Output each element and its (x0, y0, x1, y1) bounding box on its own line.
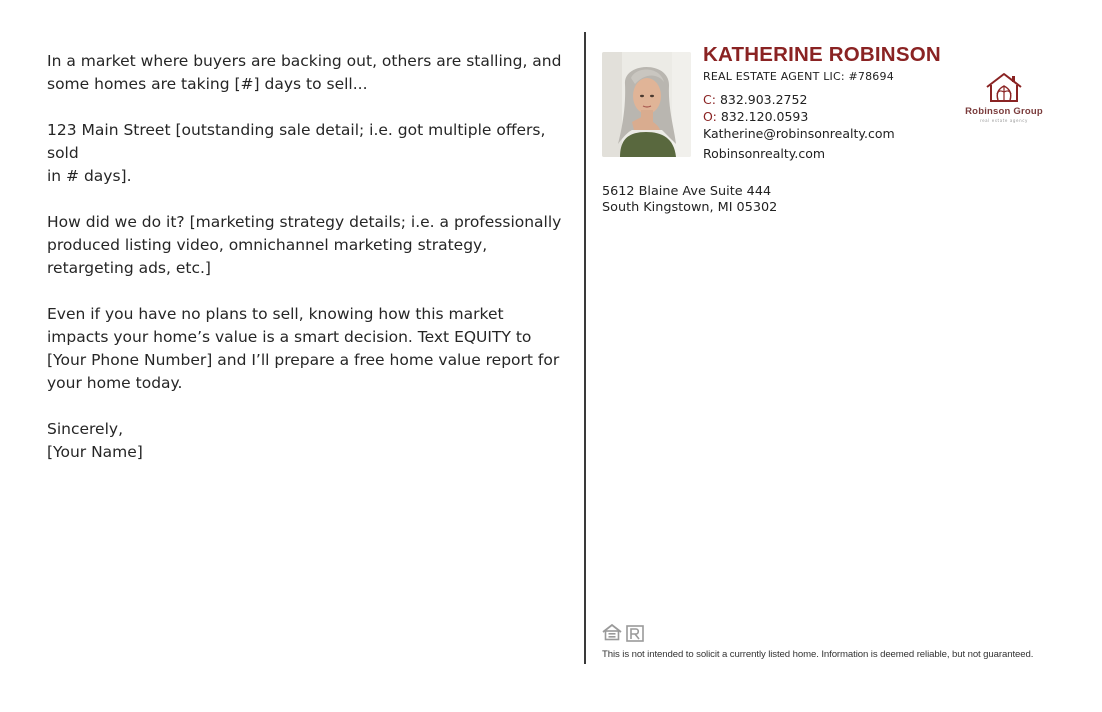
office-address (602, 184, 777, 216)
letter-paragraph-1 (47, 50, 567, 96)
equal-housing-icon (603, 625, 621, 640)
logo-tagline: real estate agency (979, 118, 1029, 123)
text-line: produced listing video, omnichannel marketing strategy, (47, 236, 488, 254)
agent-photo (602, 52, 691, 157)
agent-license: REAL ESTATE AGENT LIC: #78694 (703, 70, 894, 83)
company-logo (958, 72, 1050, 128)
letter-paragraph-2 (47, 119, 567, 188)
text-line: Even if you have no plans to sell, knowing how this market (47, 305, 504, 323)
agent-portrait-image (602, 52, 691, 157)
office-phone-number[interactable]: 832.120.0593 (720, 109, 809, 124)
text-line: 123 Main Street [outstanding sale detail; i.e. got multiple offers, sold (47, 121, 546, 162)
cell-phone-number[interactable]: 832.903.2752 (719, 92, 808, 107)
text-line: your home today. (47, 374, 183, 392)
agent-contact-block (703, 42, 963, 162)
cell-phone-label: C: (703, 92, 716, 107)
agent-email[interactable]: Katherine@robinsonrealty.com (703, 126, 895, 141)
address-line-1: 5612 Blaine Ave Suite 444 (602, 184, 772, 199)
phone-list (703, 91, 963, 125)
agent-website[interactable]: Robinsonrealty.com (703, 146, 826, 161)
realtor-icon (627, 626, 643, 641)
agent-name: KATHERINE ROBINSON (703, 43, 941, 66)
cell-phone-row (703, 91, 963, 108)
logo-name: Robinson Group (965, 106, 1043, 117)
house-logo-icon (983, 72, 1025, 104)
text-line: retargeting ads, etc.] (47, 259, 211, 277)
text-line: impacts your home’s value is a smart decision. Text EQUITY to (47, 328, 532, 346)
text-line: [Your Phone Number] and I’ll prepare a free home value report for (47, 351, 560, 369)
office-phone-label: O: (703, 109, 717, 124)
compliance-icons (602, 624, 652, 642)
letter-body (47, 50, 567, 487)
letter-signoff (47, 418, 567, 464)
text-line: some homes are taking [#] days to sell... (47, 75, 368, 93)
signature-text: [Your Name] (47, 443, 143, 461)
legal-disclaimer: This is not intended to solicit a currently listed home. Information is deemed reliable, but not guaranteed. (602, 649, 1034, 660)
text-line: How did we do it? [marketing strategy details; i.e. a professionally (47, 213, 562, 231)
center-divider (584, 32, 586, 664)
text-line: In a market where buyers are backing out, others are stalling, and (47, 52, 562, 70)
letter-paragraph-3 (47, 211, 567, 280)
office-phone-row (703, 108, 963, 125)
closing-text: Sincerely, (47, 420, 124, 438)
text-line: in # days]. (47, 167, 132, 185)
address-line-2: South Kingstown, MI 05302 (602, 200, 778, 215)
letter-paragraph-4 (47, 303, 567, 395)
